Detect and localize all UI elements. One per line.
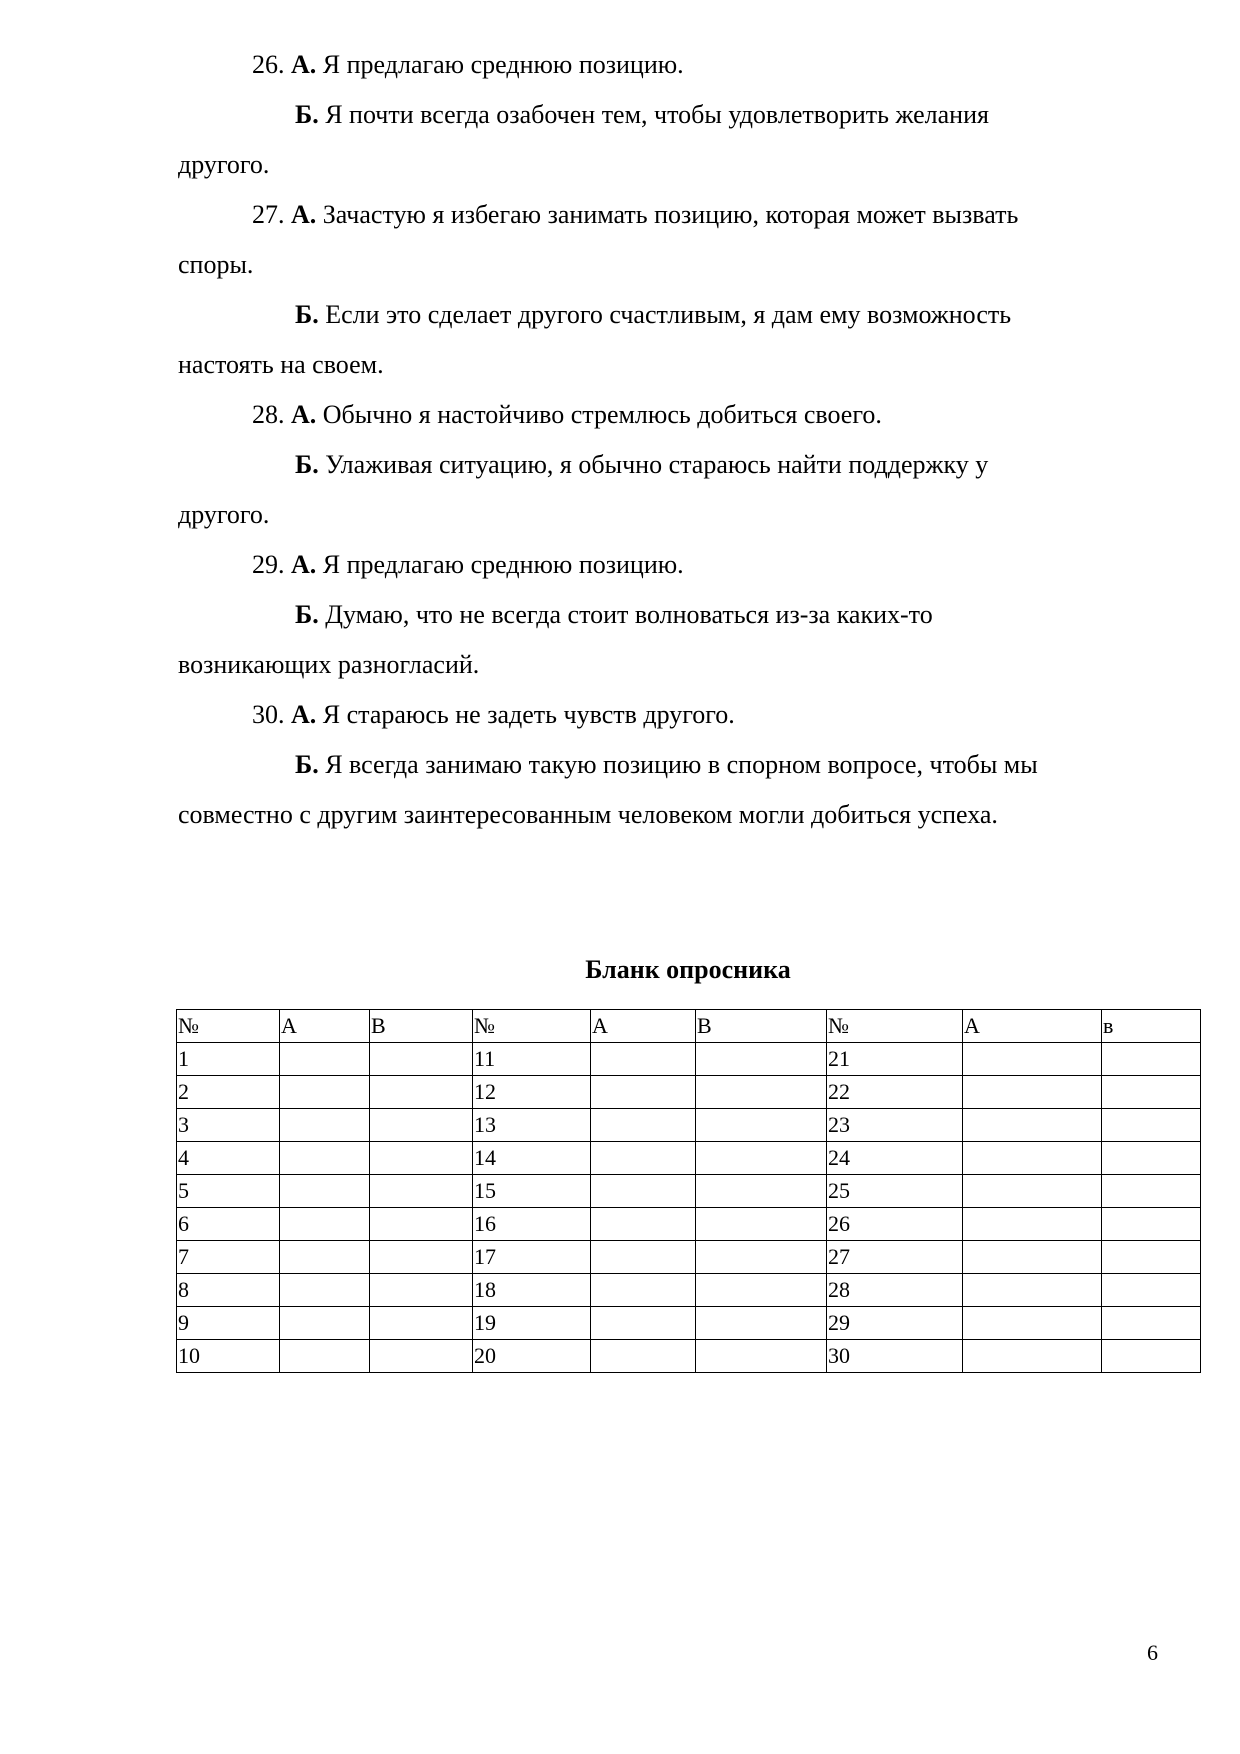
answer-b-cell xyxy=(370,1076,473,1109)
question-number-cell: 29 xyxy=(827,1307,963,1340)
answer-b-cell xyxy=(1102,1274,1201,1307)
answer-sheet-row xyxy=(177,1076,1201,1109)
option-b-text: Если это сделает другого счастливым, я дам ему возможность xyxy=(325,300,1012,329)
question-26-option-a xyxy=(178,40,1158,90)
answer-a-cell xyxy=(280,1340,370,1373)
question-number-cell: 16 xyxy=(473,1208,591,1241)
option-a-text: Зачастую я избегаю занимать позицию, которая может вызвать xyxy=(322,200,1019,229)
answer-b-cell xyxy=(370,1307,473,1340)
answer-b-cell xyxy=(696,1043,827,1076)
question-number-cell: 15 xyxy=(473,1175,591,1208)
question-number-cell: 25 xyxy=(827,1175,963,1208)
answer-a-cell xyxy=(963,1142,1102,1175)
question-number-cell: 3 xyxy=(177,1109,280,1142)
answer-a-cell xyxy=(963,1340,1102,1373)
answer-a-cell xyxy=(963,1175,1102,1208)
option-b-marker: Б. xyxy=(295,450,319,479)
question-number-cell: 5 xyxy=(177,1175,280,1208)
option-b-text: Я почти всегда озабочен тем, чтобы удовлетворить желания xyxy=(325,100,989,129)
answer-b-cell xyxy=(696,1109,827,1142)
header-cell: А xyxy=(280,1010,370,1043)
header-cell: № xyxy=(177,1010,280,1043)
option-a-text: Я стараюсь не задеть чувств другого. xyxy=(322,700,735,729)
question-28-option-b-continued: другого. xyxy=(178,500,270,529)
question-number-cell: 22 xyxy=(827,1076,963,1109)
answer-b-cell xyxy=(370,1241,473,1274)
question-number-cell: 11 xyxy=(473,1043,591,1076)
question-number-cell: 4 xyxy=(177,1142,280,1175)
header-cell: А xyxy=(591,1010,696,1043)
answer-b-cell xyxy=(696,1274,827,1307)
header-cell: в xyxy=(1102,1010,1201,1043)
question-number-cell: 17 xyxy=(473,1241,591,1274)
answer-b-cell xyxy=(370,1274,473,1307)
answer-b-cell xyxy=(1102,1109,1201,1142)
option-b-marker: Б. xyxy=(295,300,319,329)
answer-sheet-row xyxy=(177,1109,1201,1142)
answer-a-cell xyxy=(963,1208,1102,1241)
question-number-cell: 24 xyxy=(827,1142,963,1175)
answer-a-cell xyxy=(963,1274,1102,1307)
question-number-cell: 18 xyxy=(473,1274,591,1307)
answer-a-cell xyxy=(591,1208,696,1241)
question-30-option-b xyxy=(178,740,1158,790)
answer-b-cell xyxy=(696,1208,827,1241)
answer-b-cell xyxy=(370,1142,473,1175)
question-27-option-b xyxy=(178,290,1158,340)
answer-a-cell xyxy=(280,1076,370,1109)
answer-b-cell xyxy=(696,1076,827,1109)
question-number-cell: 14 xyxy=(473,1142,591,1175)
answer-a-cell xyxy=(591,1241,696,1274)
option-b-marker: Б. xyxy=(295,750,319,779)
option-a-text: Я предлагаю среднюю позицию. xyxy=(322,50,684,79)
answer-a-cell xyxy=(963,1241,1102,1274)
header-cell: А xyxy=(963,1010,1102,1043)
answer-a-cell xyxy=(591,1307,696,1340)
question-28-option-b xyxy=(178,440,1158,490)
question-number: 27. xyxy=(252,200,285,229)
answer-b-cell xyxy=(370,1043,473,1076)
question-number-cell: 27 xyxy=(827,1241,963,1274)
question-28-option-a xyxy=(178,390,1158,440)
question-number-cell: 7 xyxy=(177,1241,280,1274)
answer-sheet-body xyxy=(177,1010,1201,1373)
option-b-text: Я всегда занимаю такую позицию в спорном вопросе, чтобы мы xyxy=(325,750,1038,779)
option-b-marker: Б. xyxy=(295,600,319,629)
question-number-cell: 9 xyxy=(177,1307,280,1340)
page-number: 6 xyxy=(1147,1640,1158,1665)
question-number: 26. xyxy=(252,50,285,79)
option-a-marker: А. xyxy=(291,50,317,79)
answer-b-cell xyxy=(1102,1340,1201,1373)
question-number-cell: 1 xyxy=(177,1043,280,1076)
answer-a-cell xyxy=(963,1109,1102,1142)
question-number-cell: 30 xyxy=(827,1340,963,1373)
answer-sheet-title: Бланк опросника xyxy=(585,955,791,984)
answer-b-cell xyxy=(370,1208,473,1241)
option-b-marker: Б. xyxy=(295,100,319,129)
question-29-option-a xyxy=(178,540,1158,590)
answer-b-cell xyxy=(370,1109,473,1142)
answer-b-cell xyxy=(696,1340,827,1373)
question-27-option-a xyxy=(178,190,1158,240)
question-number-cell: 20 xyxy=(473,1340,591,1373)
answer-sheet-row xyxy=(177,1142,1201,1175)
question-number-cell: 13 xyxy=(473,1109,591,1142)
answer-sheet-row xyxy=(177,1241,1201,1274)
answer-a-cell xyxy=(591,1043,696,1076)
answer-a-cell xyxy=(280,1274,370,1307)
option-a-marker: А. xyxy=(291,550,317,579)
question-number: 28. xyxy=(252,400,285,429)
answer-b-cell xyxy=(1102,1142,1201,1175)
answer-sheet-row xyxy=(177,1340,1201,1373)
answer-a-cell xyxy=(280,1241,370,1274)
answer-a-cell xyxy=(963,1043,1102,1076)
question-number: 30. xyxy=(252,700,285,729)
answer-b-cell xyxy=(696,1241,827,1274)
header-cell: В xyxy=(370,1010,473,1043)
answer-sheet-row xyxy=(177,1175,1201,1208)
question-26-option-b xyxy=(178,90,1158,140)
answer-sheet-row xyxy=(177,1043,1201,1076)
question-number-cell: 21 xyxy=(827,1043,963,1076)
question-number: 29. xyxy=(252,550,285,579)
answer-a-cell xyxy=(591,1142,696,1175)
answer-a-cell xyxy=(591,1274,696,1307)
question-number-cell: 26 xyxy=(827,1208,963,1241)
answer-b-cell xyxy=(370,1340,473,1373)
question-number-cell: 2 xyxy=(177,1076,280,1109)
answer-b-cell xyxy=(1102,1307,1201,1340)
answer-b-cell xyxy=(370,1175,473,1208)
question-number-cell: 23 xyxy=(827,1109,963,1142)
answer-a-cell xyxy=(591,1340,696,1373)
question-27-option-a-continued: споры. xyxy=(178,250,254,279)
header-cell: № xyxy=(827,1010,963,1043)
answer-a-cell xyxy=(591,1109,696,1142)
question-26-option-b-continued: другого. xyxy=(178,150,270,179)
question-number-cell: 10 xyxy=(177,1340,280,1373)
question-29-option-b xyxy=(178,590,1158,640)
answer-a-cell xyxy=(280,1142,370,1175)
answer-a-cell xyxy=(963,1307,1102,1340)
header-cell: № xyxy=(473,1010,591,1043)
answer-a-cell xyxy=(280,1043,370,1076)
question-30-option-b-continued: совместно с другим заинтересованным человеком могли добиться успеха. xyxy=(178,800,998,829)
answer-sheet-header-row xyxy=(177,1010,1201,1043)
question-number-cell: 19 xyxy=(473,1307,591,1340)
answer-sheet-row xyxy=(177,1208,1201,1241)
question-number-cell: 8 xyxy=(177,1274,280,1307)
answer-a-cell xyxy=(591,1076,696,1109)
answer-a-cell xyxy=(591,1175,696,1208)
answer-a-cell xyxy=(280,1109,370,1142)
option-a-text: Обычно я настойчиво стремлюсь добиться своего. xyxy=(322,400,882,429)
option-a-marker: А. xyxy=(291,200,317,229)
question-30-option-a xyxy=(178,690,1158,740)
question-number-cell: 28 xyxy=(827,1274,963,1307)
answer-sheet-table xyxy=(176,1009,1201,1373)
answer-b-cell xyxy=(696,1307,827,1340)
question-number-cell: 6 xyxy=(177,1208,280,1241)
answer-sheet-row xyxy=(177,1274,1201,1307)
question-number-cell: 12 xyxy=(473,1076,591,1109)
answer-b-cell xyxy=(1102,1076,1201,1109)
question-27-option-b-continued: настоять на своем. xyxy=(178,350,384,379)
option-a-marker: А. xyxy=(291,400,317,429)
answer-b-cell xyxy=(1102,1043,1201,1076)
answer-a-cell xyxy=(280,1175,370,1208)
answer-sheet-row xyxy=(177,1307,1201,1340)
answer-b-cell xyxy=(696,1142,827,1175)
answer-b-cell xyxy=(1102,1241,1201,1274)
option-a-marker: А. xyxy=(291,700,317,729)
header-cell: В xyxy=(696,1010,827,1043)
option-b-text: Думаю, что не всегда стоит волноваться из-за каких-то xyxy=(325,600,933,629)
answer-b-cell xyxy=(696,1175,827,1208)
option-a-text: Я предлагаю среднюю позицию. xyxy=(322,550,684,579)
answer-a-cell xyxy=(280,1208,370,1241)
answer-b-cell xyxy=(1102,1208,1201,1241)
answer-b-cell xyxy=(1102,1175,1201,1208)
question-29-option-b-continued: возникающих разногласий. xyxy=(178,650,480,679)
answer-a-cell xyxy=(280,1307,370,1340)
option-b-text: Улаживая ситуацию, я обычно стараюсь найти поддержку у xyxy=(325,450,989,479)
questionnaire-items xyxy=(178,40,1158,840)
answer-a-cell xyxy=(963,1076,1102,1109)
